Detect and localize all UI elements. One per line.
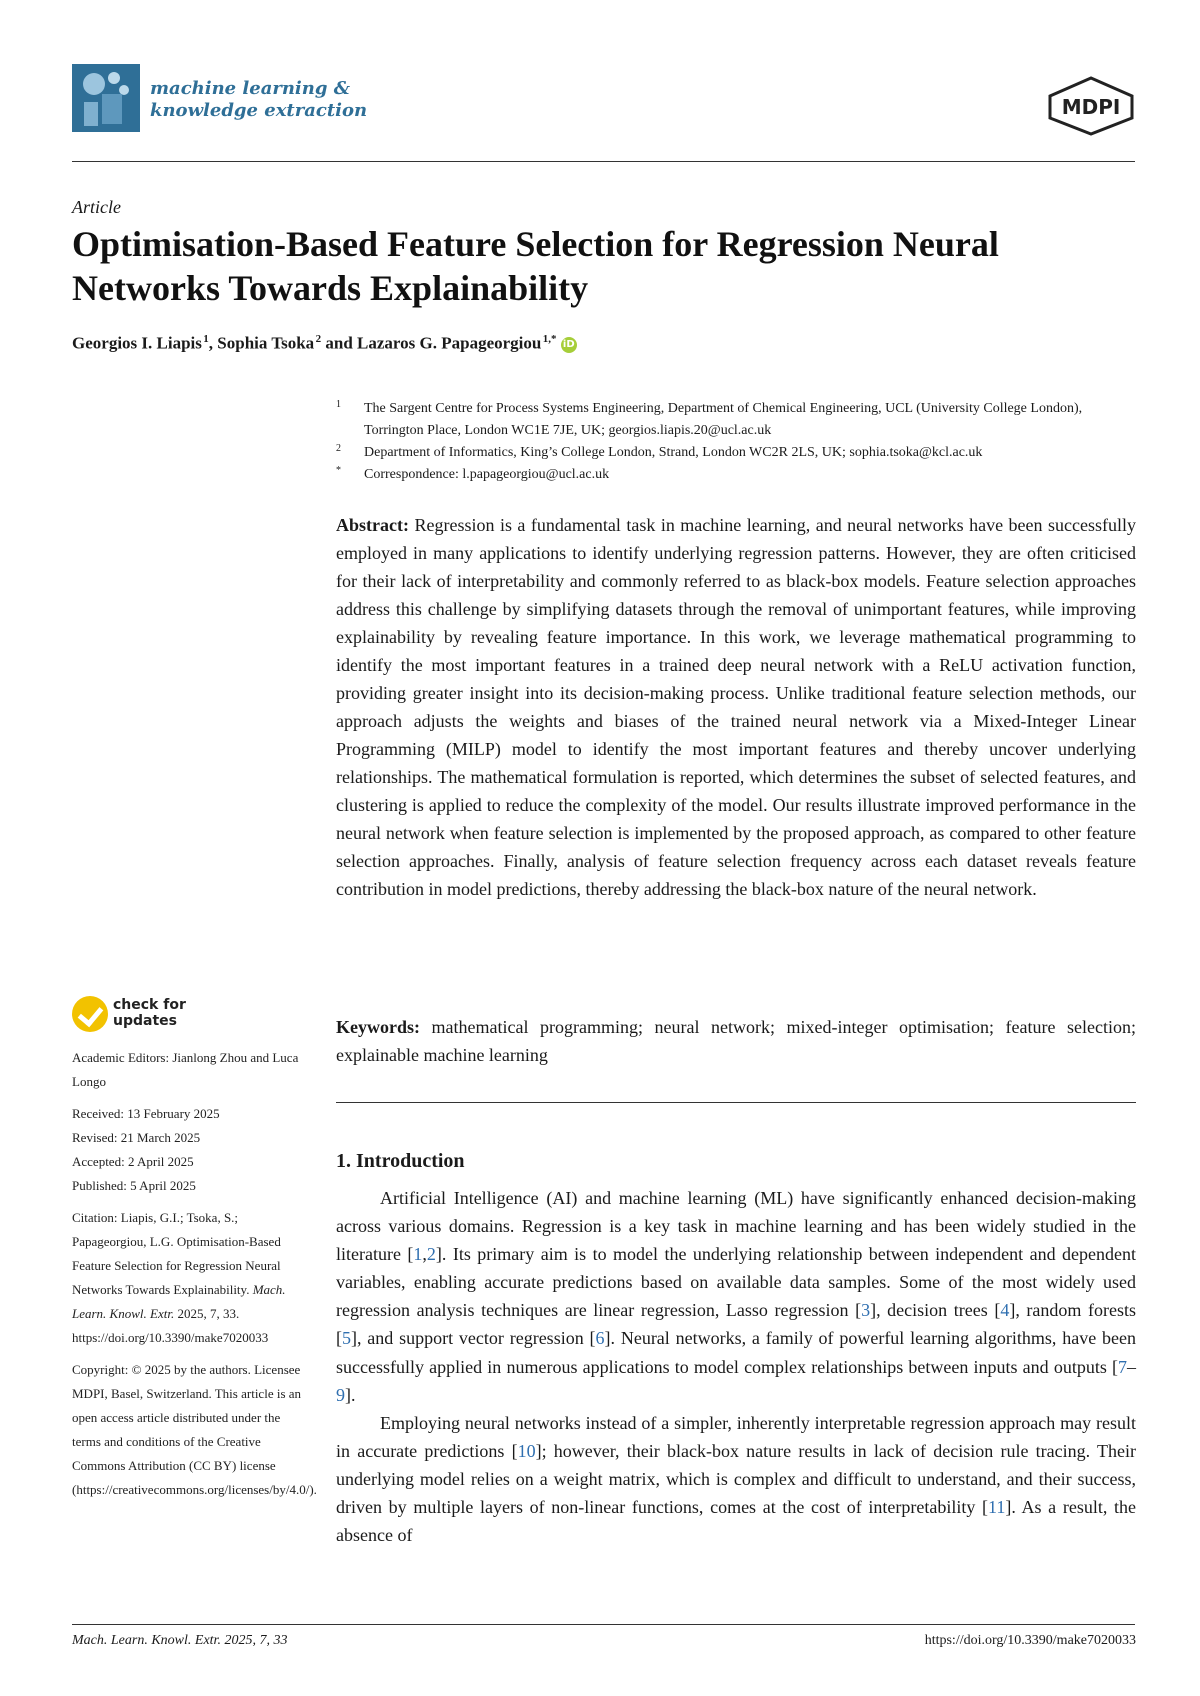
revised-date: Revised: 21 March 2025 — [72, 1130, 201, 1145]
article-type: Article — [72, 197, 121, 217]
author-separator: and — [321, 333, 358, 353]
mdpi-logo-icon — [1046, 76, 1136, 136]
paragraph — [336, 1184, 1136, 1409]
check-for-updates-button[interactable] — [113, 997, 186, 1029]
academic-editors: Academic Editors: Jianlong Zhou and Luca Longo — [72, 1050, 299, 1089]
citation-link[interactable]: 2 — [426, 1244, 436, 1265]
section-body — [336, 1184, 1136, 1549]
paragraph-text: ]. — [345, 1384, 356, 1405]
paragraph-text: ]; however, their black-box nature results in lack of decision rule tracing. Their underlying model relies on a weight matrix, which is complex and difficult to understand, and their success, driven by multiple layers of non-linear functions, comes at the cost of interpretability [ — [336, 1440, 1137, 1518]
paragraph-text: – — [1127, 1356, 1136, 1377]
journal-logo-icon — [72, 64, 140, 132]
section-heading: 1. Introduction — [336, 1150, 465, 1172]
affiliation-number: 1 — [336, 399, 341, 410]
paragraph-text: ]. As a result, the absence of — [336, 1497, 1136, 1546]
paragraph-text: ], and support vector regression [ — [351, 1328, 596, 1349]
paper-title: Optimisation-Based Feature Selection for Regression Neural Networks Towards Explainability — [72, 224, 999, 308]
paragraph-text: Artificial Intelligence (AI) and machine learning (ML) have significantly enhanced decision-making across various domains. Regression is a key task in machine learning and has been widely studied in the literature [ — [336, 1188, 1136, 1265]
citation-tail[interactable]: 2025, 7, 33. https://doi.org/10.3390/make7020033 — [72, 1306, 269, 1345]
author-affiliation-marker: 2 — [315, 333, 322, 345]
journal-name-line2: knowledge extraction — [150, 100, 368, 121]
dates — [72, 1102, 312, 1198]
keywords-text: mathematical programming; neural network; mixed-integer optimisation; feature selection; explainable machine learning — [336, 1017, 1136, 1065]
paragraph-text: Employing neural networks instead of a simpler, inherently interpretable regression approach may result in accurate predictions [ — [336, 1412, 1136, 1461]
check-updates-line2: updates — [113, 1013, 177, 1029]
citation — [72, 1206, 312, 1350]
keywords — [336, 1013, 1136, 1069]
affiliation-text: The Sargent Centre for Process Systems Engineering, Department of Chemical Engineering, UCL (University College London), Torrington Place, London WC1E 7JE, UK; georgios.liapis.20@ucl.ac.uk — [364, 401, 1083, 438]
abstract-divider — [336, 1102, 1136, 1103]
footer-journal-reference: Mach. Learn. Knowl. Extr. 2025, 7, 33 — [72, 1633, 288, 1648]
affiliations — [336, 398, 1136, 486]
received-date: Received: 13 February 2025 — [72, 1106, 220, 1121]
citation-link[interactable]: 11 — [988, 1497, 1006, 1518]
author-affiliation-marker: 1,* — [542, 333, 557, 345]
author-name: Lazaros G. Papageorgiou — [357, 333, 542, 353]
orcid-icon[interactable]: iD — [561, 337, 577, 353]
author-separator: , — [208, 333, 218, 353]
author-name: Georgios I. Liapis — [72, 333, 202, 353]
citation-link[interactable]: 4 — [1000, 1300, 1010, 1321]
article-info-sidebar — [72, 1046, 317, 1510]
citation-text: Citation: Liapis, G.I.; Tsoka, S.; Papageorgiou, L.G. Optimisation-Based Feature Selection for Regression Neural Networks Towards Explainability. — [72, 1210, 281, 1297]
abstract — [336, 511, 1136, 903]
author-name: Sophia Tsoka — [217, 333, 315, 353]
check-updates-line1: check for — [113, 997, 186, 1013]
affiliation-item — [336, 442, 1136, 464]
affiliation-item — [336, 464, 1136, 486]
abstract-text: Regression is a fundamental task in machine learning, and neural networks have been successfully employed in many applications to identify underlying regression patterns. However, they are often criticised for their lack of interpretability and commonly referred to as black-box models. Feature selection approaches address this challenge by simplifying datasets through the removal of unimportant features, while improving explainability by revealing feature importance. In this work, we leverage mathematical programming to identify the most important features in a trained deep neural network with a ReLU activation function, providing greater insight into its decision-making process. Unlike traditional feature selection methods, our approach adjusts the weights and biases of the trained neural network via a Mixed-Integer Linear Programming (MILP) model to identify the most important features and thereby uncover underlying relationships. The mathematical formulation is reported, which determines the subset of selected features, and clustering is applied to reduce the complexity of the model. Our results illustrate improved performance in the neural network when feature selection is implemented by the proposed approach, as compared to other feature selection approaches. Finally, analysis of feature selection frequency across each dataset reveals feature contribution in model predictions, thereby addressing the black-box nature of the neural network. — [336, 515, 1136, 899]
citation-link[interactable]: 3 — [861, 1300, 871, 1321]
citation-link[interactable]: 1 — [413, 1244, 423, 1265]
abstract-label: Abstract: — [336, 515, 409, 535]
publisher-name: MDPI — [1061, 95, 1121, 119]
journal-name-line1: machine learning & — [150, 78, 350, 99]
published-date: Published: 5 April 2025 — [72, 1178, 196, 1193]
affiliation-number: 2 — [336, 443, 341, 454]
affiliation-text: Department of Informatics, King’s College London, Strand, London WC2R 2LS, UK; sophia.tsoka@kcl.ac.uk — [364, 445, 983, 460]
affiliation-text: Correspondence: l.papageorgiou@ucl.ac.uk — [364, 467, 610, 482]
paragraph-text: ], random forests [ — [336, 1300, 1137, 1349]
citation-journal: Mach. Learn. Knowl. Extr. — [72, 1282, 286, 1321]
affiliation-number: * — [336, 465, 341, 476]
paragraph-text: ]. Its primary aim is to model the underlying relationship between independent and dependent variables, enabling accurate predictions based on available data samples. Some of the most widely used regression analysis techniques are linear regression, Lasso regression [ — [336, 1244, 1136, 1321]
header-divider — [72, 161, 1135, 162]
footer-divider — [72, 1624, 1135, 1625]
paragraph-text: , — [422, 1244, 427, 1265]
author-list — [72, 333, 577, 354]
paragraph-text: ]. Neural networks, a family of powerful learning algorithms, have been successfully applied in numerous applications to model complex relationships between inputs and outputs [ — [336, 1328, 1136, 1377]
check-for-updates-icon[interactable] — [72, 996, 108, 1032]
citation-link[interactable]: 9 — [336, 1384, 345, 1405]
citation-link[interactable]: 5 — [342, 1328, 351, 1349]
author-affiliation-marker: 1 — [203, 333, 209, 345]
accepted-date: Accepted: 2 April 2025 — [72, 1154, 194, 1169]
footer-doi-link[interactable]: https://doi.org/10.3390/make7020033 — [924, 1633, 1136, 1648]
citation-link[interactable]: 7 — [1118, 1356, 1127, 1377]
affiliation-item — [336, 398, 1136, 442]
citation-link[interactable]: 6 — [595, 1328, 605, 1349]
keywords-label: Keywords: — [336, 1017, 420, 1037]
citation-link[interactable]: 10 — [517, 1440, 536, 1461]
paragraph-text: ], decision trees [ — [870, 1300, 1001, 1321]
copyright-notice: Copyright: © 2025 by the authors. Licensee MDPI, Basel, Switzerland. This article is an open access article distributed under the terms and conditions of the Creative Commons Attribution (CC BY) license (https://creativecommons.org/licenses/by/4.0/). — [72, 1362, 317, 1497]
paragraph — [336, 1409, 1136, 1549]
journal-name — [150, 78, 367, 122]
